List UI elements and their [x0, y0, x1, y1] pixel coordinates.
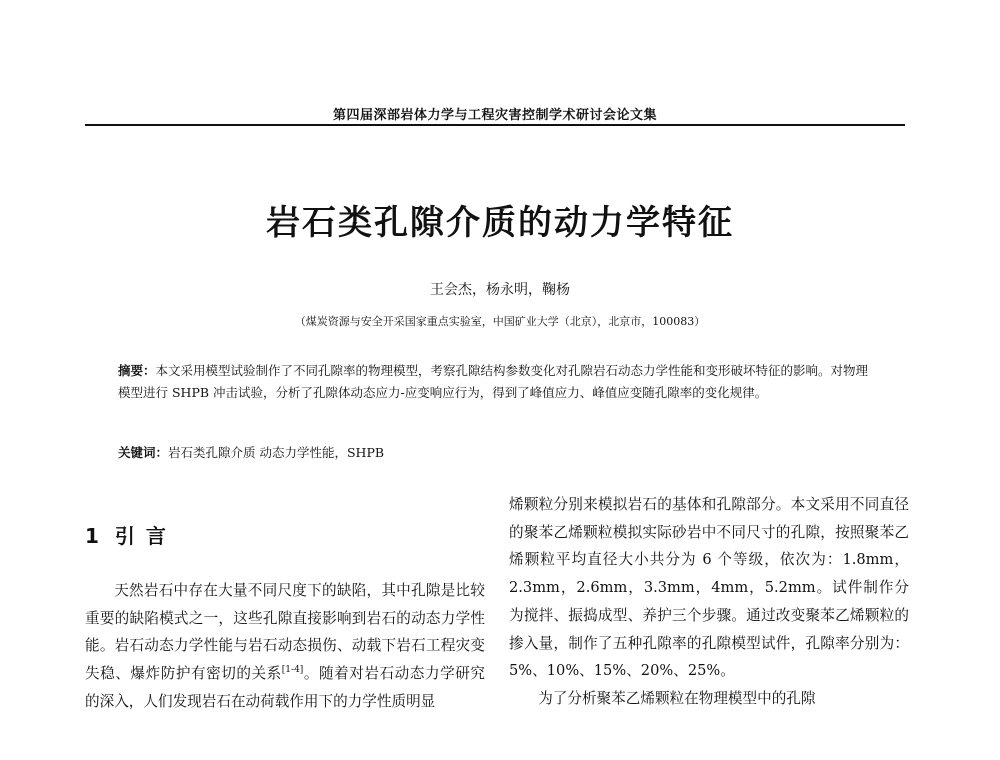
abstract [118, 360, 878, 403]
citation: [1-4] [281, 665, 304, 676]
section-number: 1 [85, 524, 101, 548]
header-rule [85, 124, 905, 126]
keywords [118, 443, 878, 463]
right-column [509, 491, 909, 713]
analysis-paragraph: 为了分析聚苯乙烯颗粒在物理模型中的孔隙 [538, 689, 816, 707]
intro-text-b: 。随着对岩石动态力学研究的深入，人们发现岩石在动荷载作用下的力学性质明显 [85, 665, 485, 710]
abstract-text: 本文采用模型试验制作了不同孔隙率的物理模型，考察孔隙结构参数变化对孔隙岩石动态力学性能和变形破坏特征的影响。对物理模型进行 SHPB 冲击试验，分析了孔隙体动态应力-应变响应行为，得到了峰值应力、峰值应变随孔隙率的变化规律。 [118, 363, 869, 400]
method-paragraph: 烯颗粒分别来模拟岩石的基体和孔隙部分。本文采用不同直径的聚苯乙烯颗粒模拟实际砂岩中不同尺寸的孔隙，按照聚苯乙烯颗粒平均直径大小共分为 6 个等级，依次为：1.8mm，2.3mm，2.6mm，3.3mm，4mm，5.2mm。试件制作分为搅拌、振捣成型、养护三个步骤。通过改变聚苯乙烯颗粒的掺入量，制作了五种孔隙率的孔隙模型试件，孔隙率分别为：5%、10%、15%、20%、25%。 [509, 496, 909, 680]
left-column [85, 577, 485, 716]
intro-paragraph [85, 577, 485, 716]
intro-text-a: 天然岩石中存在大量不同尺度下的缺陷，其中孔隙是比较重要的缺陷模式之一，这些孔隙直接影响到岩石的动态力学性能。岩石动态力学性能与岩石动态损伤、动载下岩石工程灾变失稳、爆炸防护有密切的关系 [85, 582, 485, 683]
paper-authors: 王会杰，杨永明，鞠杨 [430, 282, 570, 298]
paper-affiliation: （煤炭资源与安全开采国家重点实验室，中国矿业大学（北京），北京市，100083） [294, 315, 706, 328]
paper-title: 岩石类孔隙介质的动力学特征 [266, 203, 734, 243]
section-heading [85, 520, 168, 549]
abstract-label: 摘要： [118, 363, 156, 378]
running-header: 第四届深部岩体力学与工程灾害控制学术研讨会论文集 [332, 108, 657, 123]
keywords-label: 关键词： [118, 445, 169, 460]
keywords-text: 岩石类孔隙介质 动态力学性能，SHPB [168, 445, 385, 460]
section-title: 引 言 [114, 524, 168, 548]
